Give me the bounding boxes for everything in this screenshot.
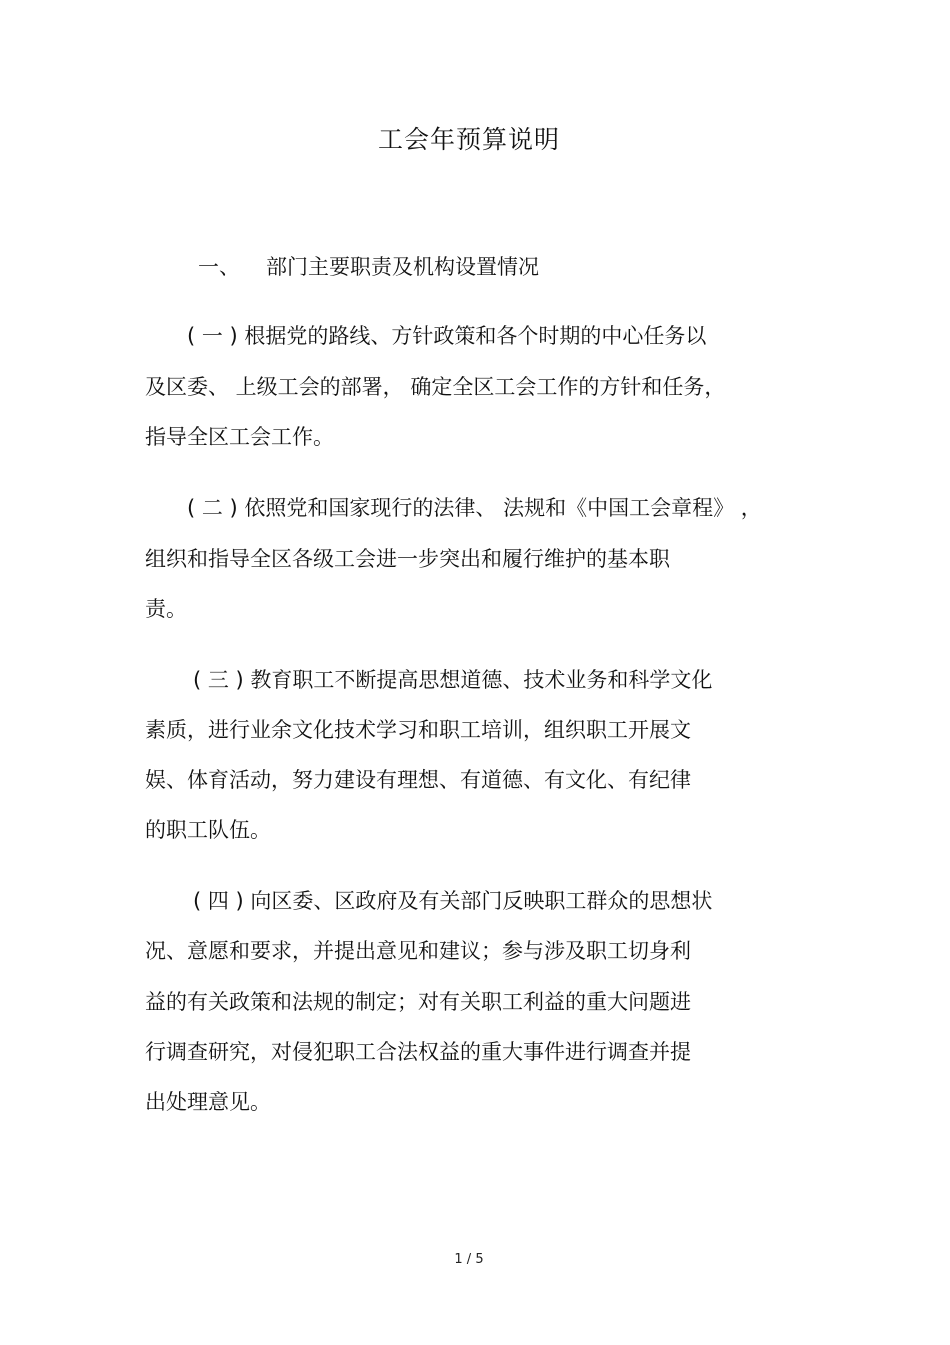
paragraph-2-line-1: ( 二 ) 依照党和国家现行的法律、 法规和《中国工会章程》 ， (187, 496, 762, 520)
paragraph-3-line-3: 娱、体育活动，努力建设有理想、有道德、有文化、有纪律 (145, 768, 691, 792)
paragraph-1-line-3: 指导全区工会工作。 (145, 425, 334, 449)
paragraph-1-line-1: ( 一 ) 根据党的路线、方针政策和各个时期的中心任务以 (187, 324, 707, 348)
page-number: 1 / 5 (454, 1252, 484, 1267)
paragraph-2-line-3: 责。 (145, 597, 187, 621)
section-heading (198, 252, 539, 282)
paragraph-4-line-4: 行调查研究，对侵犯职工合法权益的重大事件进行调查并提 (145, 1040, 691, 1064)
paragraph-3-line-2: 素质，进行业余文化技术学习和职工培训，组织职工开展文 (145, 718, 691, 742)
page-title: 工会年预算说明 (377, 125, 560, 154)
section-number: 一、 (198, 255, 240, 279)
paragraph-4-line-1: ( 四 ) 向区委、区政府及有关部门反映职工群众的思想状 (193, 889, 713, 913)
paragraph-4-line-3: 益的有关政策和法规的制定；对有关职工利益的重大问题进 (145, 990, 691, 1014)
paragraph-3-line-1: ( 三 ) 教育职工不断提高思想道德、技术业务和科学文化 (193, 668, 713, 692)
paragraph-2-line-2: 组织和指导全区各级工会进一步突出和履行维护的基本职 (145, 547, 670, 571)
paragraph-3-line-4: 的职工队伍。 (145, 818, 271, 842)
section-heading-text: 部门主要职责及机构设置情况 (266, 255, 539, 279)
paragraph-1-line-2: 及区委、 上级工会的部署， 确定全区工会工作的方针和任务， (145, 375, 726, 399)
paragraph-4-line-2: 况、意愿和要求，并提出意见和建议；参与涉及职工切身利 (145, 939, 691, 963)
paragraph-4-line-5: 出处理意见。 (145, 1090, 271, 1114)
